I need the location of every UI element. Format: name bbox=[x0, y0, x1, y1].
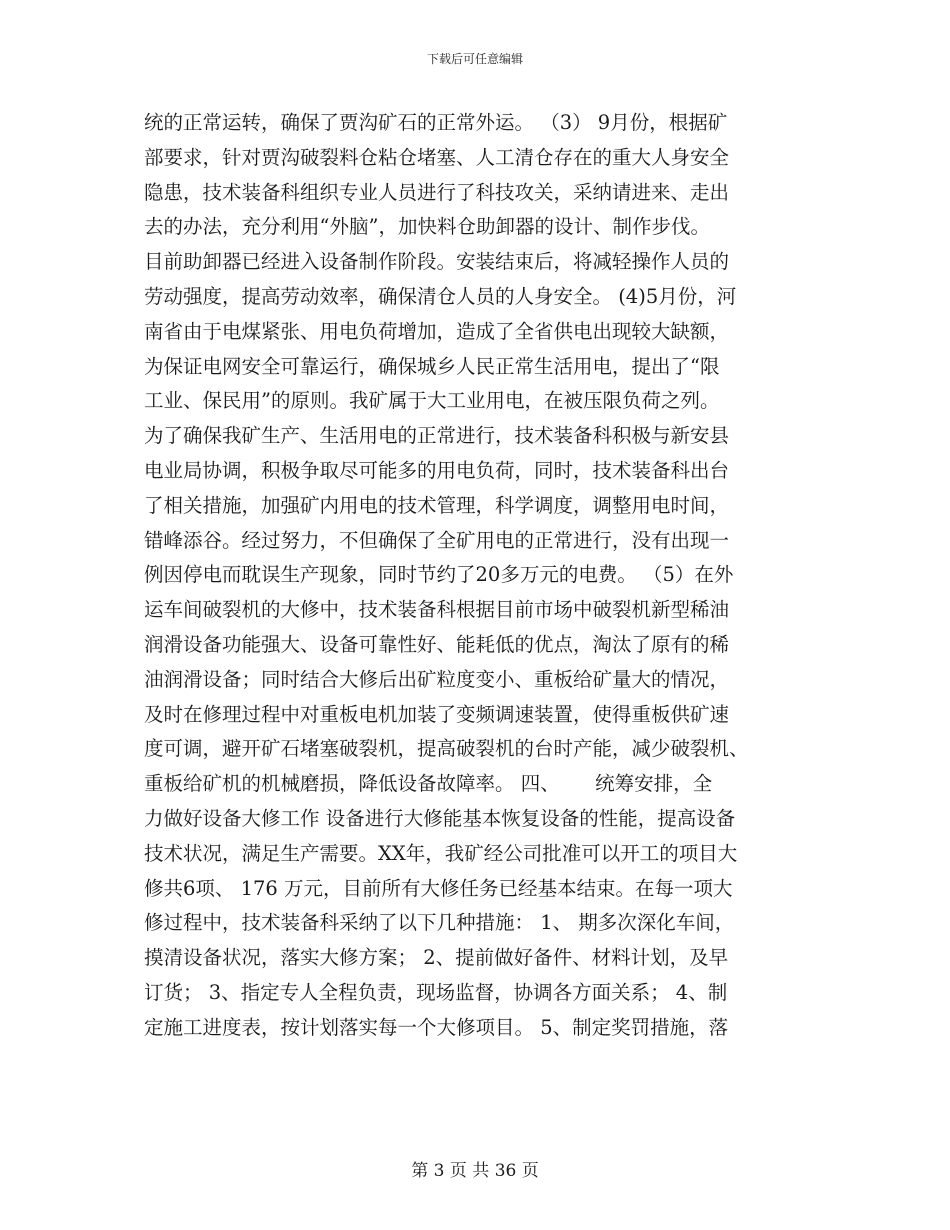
body-line: 修过程中，技术装备科采纳了以下几种措施： 1、 期多次深化车间， bbox=[144, 911, 735, 935]
body-line: 工业、保民用”的原则。我矿属于大工业用电，在被压限负荷之列。 bbox=[144, 389, 720, 413]
body-line: 错峰添谷。经过努力，不但确保了全矿用电的正常进行，没有出现一 bbox=[144, 528, 730, 552]
body-line: 部要求，针对贾沟破裂料仓粘仓堵塞、人工清仓存在的重大人身安全 bbox=[144, 145, 730, 169]
body-line: 运车间破裂机的大修中，技术装备科根据目前市场中破裂机新型稀油 bbox=[144, 598, 730, 622]
body-line: 隐患，技术装备科组织专业人员进行了科技攻关，采纳请进来、走出 bbox=[144, 180, 730, 204]
body-line: 润滑设备功能强大、设备可靠性好、能耗低的优点，淘汰了原有的稀 bbox=[144, 632, 730, 656]
body-line: 统的正常运转，确保了贾沟矿石的正常外运。 （3） 9月份，根据矿 bbox=[144, 111, 728, 134]
body-line: 例因停电而耽误生产现象，同时节约了20多万元的电费。 （5）在外 bbox=[144, 563, 734, 587]
body-line: 摸清设备状况，落实大修方案； 2、提前做好备件、材料计划，及早 bbox=[144, 946, 729, 970]
document-body bbox=[144, 106, 824, 1046]
body-line: 电业局协调，积极争取尽可能多的用电负荷，同时，技术装备科出台 bbox=[144, 458, 730, 482]
body-line: 南省由于电煤紧张、用电负荷增加，造成了全省供电出现较大缺额， bbox=[144, 319, 730, 343]
body-line: 度可调，避开矿石堵塞破裂机，提高破裂机的台时产能，减少破裂机、 bbox=[144, 737, 749, 761]
body-line: 力做好设备大修工作 设备进行大修能基本恢复设备的性能，提高设备 bbox=[144, 806, 736, 830]
body-line: 劳动强度，提高劳动效率，确保清仓人员的人身安全。 (4)5月份，河 bbox=[144, 284, 737, 308]
body-line: 去的办法，充分利用“外脑”，加快料仓助卸器的设计、制作步伐。 bbox=[144, 215, 710, 239]
body-line: 为保证电网安全可靠运行，确保城乡人民正常生活用电，提出了“限 bbox=[144, 354, 720, 378]
body-line: 及时在修理过程中对重板电机加装了变频调速装置，使得重板供矿速 bbox=[144, 702, 730, 726]
body-line: 为了确保我矿生产、生活用电的正常进行，技术装备科积极与新安县 bbox=[144, 424, 730, 448]
body-line: 油润滑设备；同时结合大修后出矿粒度变小、重板给矿量大的情况， bbox=[144, 667, 730, 691]
body-line: 了相关措施，加强矿内用电的技术管理，科学调度，调整用电时间， bbox=[144, 493, 730, 517]
body-line: 重板给矿机的机械磨损，降低设备故障率。 四、 统筹安排，全 bbox=[144, 772, 713, 796]
body-line: 目前助卸器已经进入设备制作阶段。安装结束后，将减轻操作人员的 bbox=[144, 250, 730, 274]
body-line: 修共6项、 176 万元，目前所有大修任务已经基本结束。在每一项大 bbox=[144, 876, 733, 900]
body-line: 定施工进度表，按计划落实每一个大修项目。 5、制定奖罚措施，落 bbox=[144, 1015, 729, 1039]
page-header: 下载后可任意编辑 bbox=[426, 52, 523, 66]
page-footer: 第 3 页 共 36 页 bbox=[411, 1161, 539, 1181]
body-line: 订货； 3、指定专人全程负责，现场监督，协调各方面关系； 4、制 bbox=[144, 980, 728, 1004]
body-line: 技术状况，满足生产需要。XX年，我矿经公司批准可以开工的项目大 bbox=[144, 841, 738, 865]
